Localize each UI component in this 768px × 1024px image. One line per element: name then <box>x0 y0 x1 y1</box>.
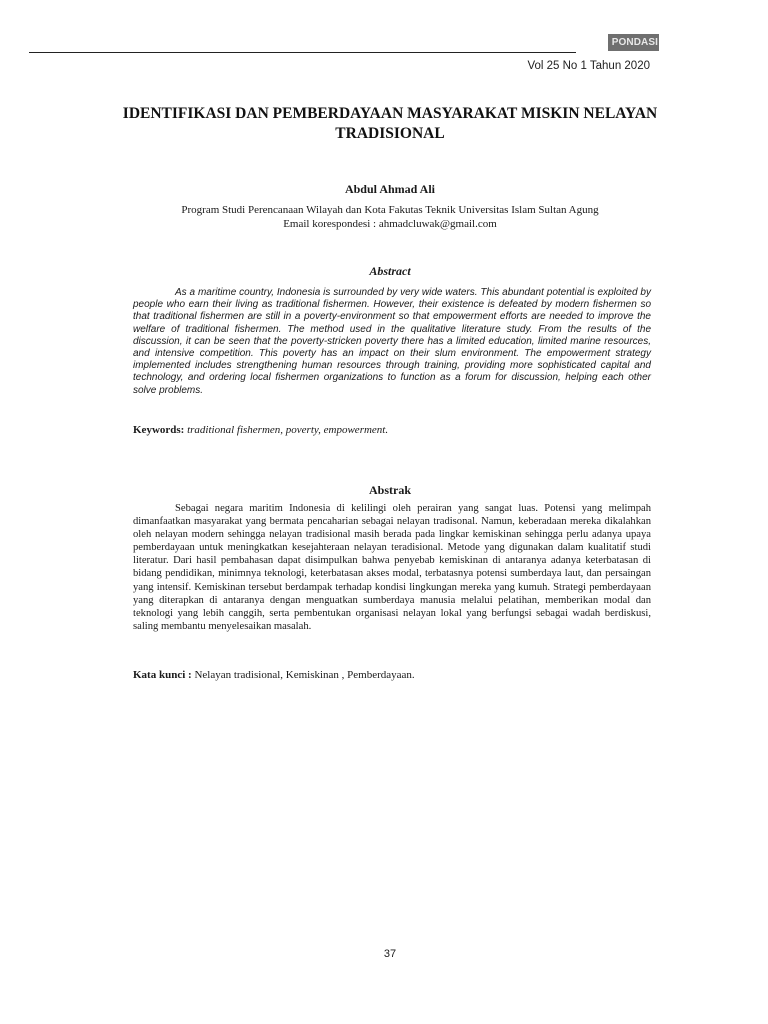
abstrak-heading: Abstrak <box>368 483 411 497</box>
affiliation: Program Studi Perencanaan Wilayah dan Kota Fakutas Teknik Universitas Islam Sultan Agung <box>181 204 599 216</box>
header-rule <box>29 52 576 53</box>
article-title: IDENTIFIKASI DAN PEMBERDAYAAN MASYARAKAT MISKIN NELAYAN TRADISIONAL <box>122 105 658 142</box>
keywords-value: traditional fishermen, poverty, empowerment. <box>187 424 389 436</box>
kata-kunci-value: Nelayan tradisional, Kemiskinan , Pemberdayaan. <box>191 669 415 681</box>
kata-kunci-label: Kata kunci : <box>133 669 192 681</box>
volume-issue: Vol 25 No 1 Tahun 2020 <box>527 60 650 72</box>
journal-badge: PONDASI <box>608 34 659 51</box>
kata-kunci-line <box>133 669 651 681</box>
keywords-line <box>133 424 651 436</box>
abstract-text: As a maritime country, Indonesia is surrounded by very wide waters. This abundant potential is exploited by people who earn their living as traditional fishermen. However, their existence is defeated by modern fishermen so that traditional fishermen are still in a poverty-environment so that empowerment efforts are needed to improve the welfare of traditional fishermen. The method used in the qualitative literature study. From the results of the discussion, it can be seen that the poverty-stricken poverty there has a limited education, limited marine resources, and intensive competition. This poverty has an impact on their slum environment. The empowerment strategy implemented includes strengthening human resources through training, providing more sophisticated capital and technology, and ordering local fishermen organizations to function as a forum for discussion, helping each other solve problems. <box>133 287 651 396</box>
keywords-label: Keywords: <box>133 424 185 436</box>
author-affiliation-block <box>110 203 670 231</box>
page-number: 37 <box>383 948 397 960</box>
abstrak-text: Sebagai negara maritim Indonesia di kelilingi oleh perairan yang sangat luas. Potensi yang melimpah dimanfaatkan masyarakat yang bermata pencaharian sebagai nelayan tradisonal. Namun, keberadaan mereka dikalahkan oleh nelayan modern sehingga nelayan tradisional masih berada pada lingkar kemiskinan sehingga perlu adanya upaya pemberdayaan untuk meningkatkan kesejahteraan nelayan teradisional. Metode yang digunakan dalam kualitatif studi literatur. Dari hasil pembahasan dapat disimpulkan bahwa penyebab kemiskinan di antaranya adanya keterbatasan di bidang pendidikan, minimnya teknologi, keterbatasan akses modal, terbatasnya potensi sumberdaya laut, dan persaingan yang intensif. Kemiskinan tersebut berdampak terhadap kondisi lingkungan mereka yang kumuh. Strategi pemberdayaan yang diterapkan di antaranya dengan menguatkan sumberdaya manusia melalui pelatihan, memberikan modal dan teknologi yang lebih canggih, serta pembentukan organisasi nelayan lokal yang berfungsi sebagai wadah berdiskusi, saling membantu menyelesaikan masalah. <box>133 503 651 632</box>
abstract-heading: Abstract <box>369 264 411 278</box>
correspondence-email: Email korespondesi : ahmadcluwak@gmail.com <box>283 218 497 230</box>
author-name: Abdul Ahmad Ali <box>344 182 436 196</box>
